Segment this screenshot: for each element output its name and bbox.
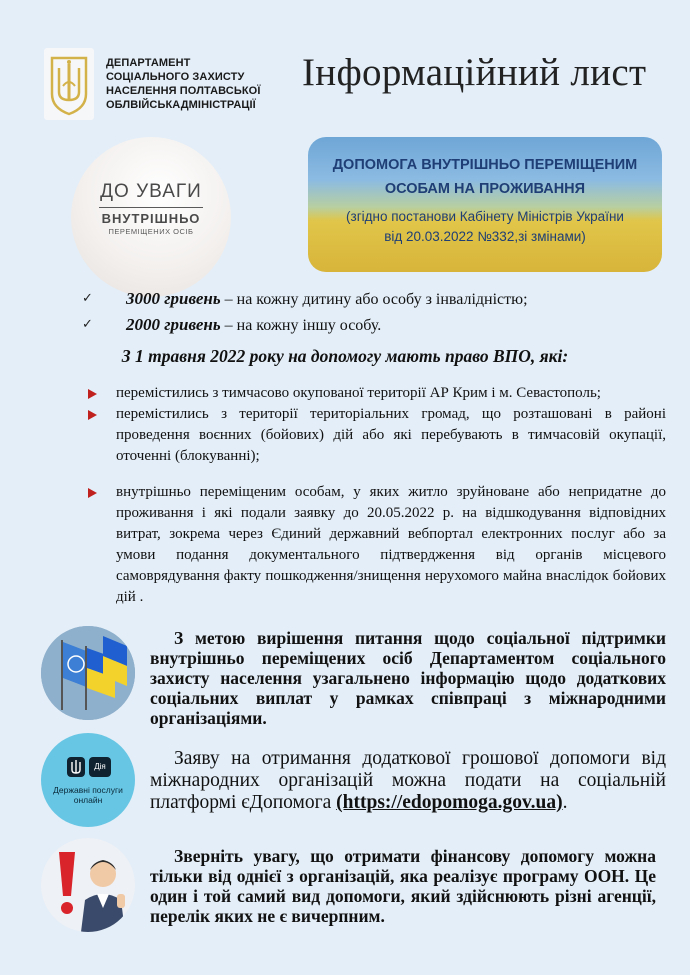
banner-line-3: (згідно постанови Кабінету Міністрів України (346, 209, 624, 224)
banner-line-4: від 20.03.2022 №332,зі змінами) (384, 229, 586, 244)
page-title: Інформаційний лист (302, 51, 647, 94)
amount-item (126, 289, 528, 309)
flags-icon (41, 626, 135, 720)
red-arrow-bullet-icon (88, 410, 97, 420)
amount-value: 2000 гривень (126, 315, 221, 334)
attention-divider (99, 207, 203, 208)
application-paragraph (150, 748, 666, 814)
amount-value: 3000 гривень (126, 289, 221, 308)
banner-line-2: ОСОБАМ НА ПРОЖИВАННЯ (384, 181, 586, 197)
department-line: СОЦІАЛЬНОГО ЗАХИСТУ (106, 71, 245, 83)
eligibility-item: перемістились з території територіальних громад, що розташовані в районі проведення воєнних (бойових) дій або які перебувають в тимчасовій окупації, оточенні (блокуванні); (116, 406, 666, 464)
flags-image (41, 626, 135, 720)
attention-badge (71, 137, 231, 297)
eligibility-item: внутрішньо переміщеним особам, у яких житло зруйноване або непридатне до проживання і які подали заявку до 20.05.2022 р. на відшкодування відповідних витрат, зокрема через Єдиний державний вебпортал електронних послуг або за умови подання документального підтвердження від органів місцевого самоврядування факту пошкодження/знищення нерухомого майна внаслідок бойових дій . (116, 484, 666, 605)
banner-line-1: ДОПОМОГА ВНУТРІШНЬО ПЕРЕМІЩЕНИМ (332, 157, 638, 173)
amount-text: – на кожну дитину або особу з інвалідністю; (220, 291, 528, 308)
department-line: НАСЕЛЕННЯ ПОЛТАВСЬКОЇ (106, 85, 261, 97)
notice-paragraph: Зверніть увагу, що отримати фінансову допомогу можна тільки від однієї з організацій, яка реалізує програму ООН. Це один і той самий вид допомоги, який здійснюють різні агенції, перелік яких не є вичерпним. (150, 846, 656, 926)
diia-caption (41, 785, 135, 805)
check-icon: ✓ (82, 317, 93, 332)
amount-text: – на кожну іншу особу. (220, 317, 382, 334)
diia-caption-line: Державні послуги (53, 785, 123, 795)
application-text: Заяву на отримання додаткової грошової допомоги від міжнародних організацій можна подати на соціальній платформі єДопомога (150, 748, 666, 813)
department-line: ОБЛВІЙСЬКАДМІНІСТРАЦІЇ (106, 99, 256, 111)
diia-caption-line: онлайн (73, 795, 103, 805)
application-text-end: . (562, 792, 568, 813)
trident-icon (67, 757, 85, 777)
red-arrow-bullet-icon (88, 488, 97, 498)
eligibility-heading: З 1 травня 2022 року на допомогу мають право ВПО, які: (121, 346, 569, 366)
attention-line-2: ВНУТРІШНЬО (101, 211, 201, 226)
trident-crest-icon (44, 48, 94, 120)
crest-logo (44, 48, 94, 120)
diia-logo (41, 733, 135, 827)
amount-item (126, 315, 381, 335)
exclamation-icon (41, 838, 135, 932)
assistance-banner (308, 137, 662, 272)
red-arrow-bullet-icon (88, 389, 97, 399)
department-name (106, 56, 260, 112)
info-paragraph: З метою вирішення питання щодо соціальної підтримки внутрішньо переміщених осіб Департаментом соціального захисту населення узагальнено інформацію щодо додаткових соціальних виплат у рамках співпраці з міжнародними організаціями. (150, 628, 666, 728)
edopomoga-link[interactable]: (https://edopomoga.gov.ua) (336, 792, 563, 813)
attention-line-3: ПЕРЕМІЩЕНИХ ОСІБ (108, 227, 194, 236)
eligibility-item: перемістились з тимчасово окупованої території АР Крим і м. Севастополь; (116, 385, 601, 401)
department-line: ДЕПАРТАМЕНТ (106, 57, 191, 69)
diia-logo-text: Дія (89, 757, 111, 777)
check-icon: ✓ (82, 291, 93, 306)
warning-image (41, 838, 135, 932)
attention-line-1: ДО УВАГИ (100, 181, 202, 202)
